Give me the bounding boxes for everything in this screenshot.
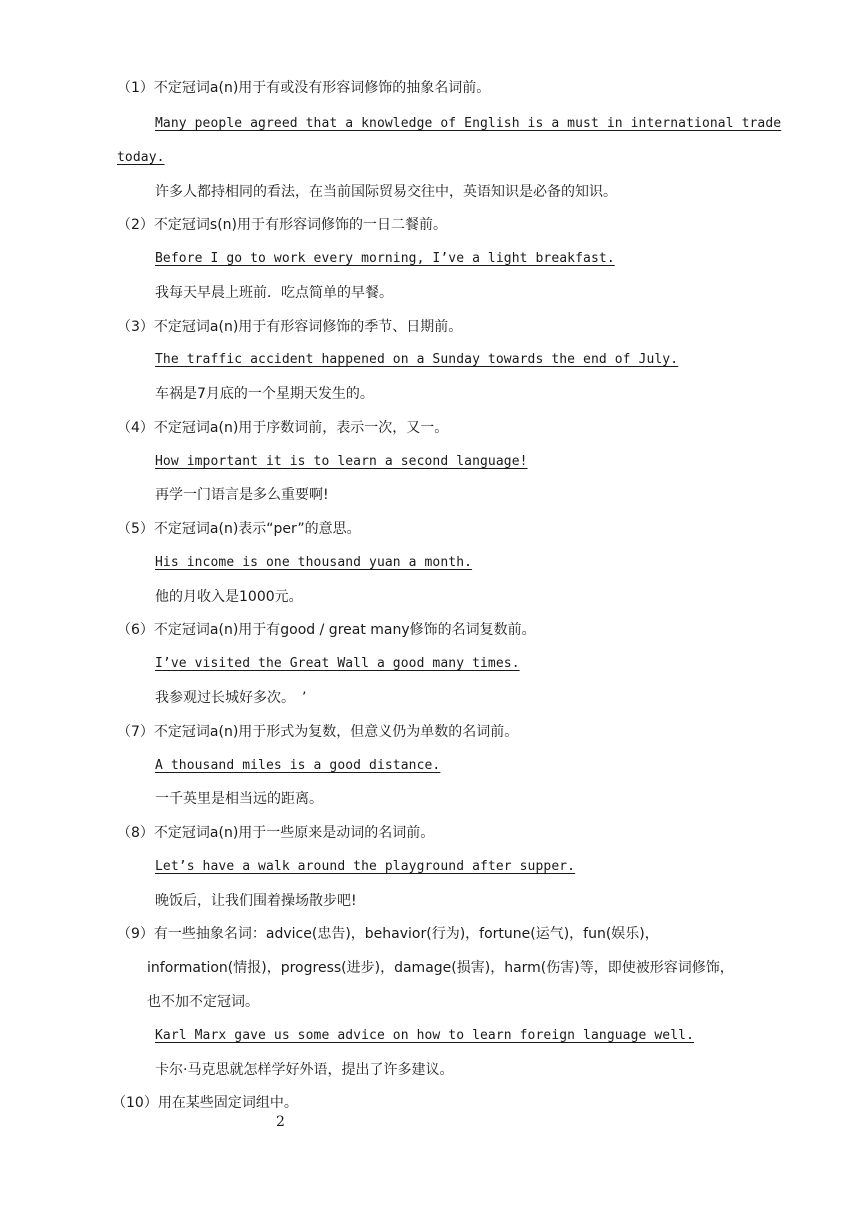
translation-8: 晚饭后，让我们围着操场散步吧! [155, 893, 357, 909]
example-sentence-7: A thousand miles is a good distance. [155, 758, 441, 773]
rule-heading-4: （4）不定冠词a(n)用于序数词前，表示一次，又一。 [117, 420, 449, 436]
rule-heading-3: （3）不定冠词a(n)用于有形容词修饰的季节、日期前。 [117, 319, 463, 335]
rule-heading-2: （2）不定冠词s(n)用于有形容词修饰的一日二餐前。 [117, 217, 447, 233]
page-number: 2 [276, 1114, 285, 1130]
example-sentence-2: Before I go to work every morning, I’ve a light breakfast. [155, 251, 615, 266]
rule-heading-9-line-3: 也不加不定冠词。 [147, 994, 259, 1010]
example-sentence-9: Karl Marx gave us some advice on how to learn foreign language well. [155, 1028, 695, 1043]
translation-7: 一千英里是相当远的距离。 [155, 791, 323, 807]
rule-heading-8: （8）不定冠词a(n)用于一些原来是动词的名词前。 [117, 825, 435, 841]
rule-heading-6: （6）不定冠词a(n)用于有good / great many修饰的名词复数前。 [117, 622, 536, 638]
rule-heading-10: （10）用在某些固定词组中。 [112, 1095, 298, 1111]
rule-heading-5: （5）不定冠词a(n)表示“per”的意思。 [117, 521, 361, 537]
translation-9: 卡尔·马克思就怎样学好外语，提出了许多建议。 [155, 1062, 454, 1078]
example-sentence-5: His income is one thousand yuan a month. [155, 555, 473, 570]
example-sentence-1-line-1: Many people agreed that a knowledge of English is a must in international trade [155, 116, 782, 131]
example-sentence-8: Let’s have a walk around the playground after supper. [155, 859, 576, 874]
translation-3: 车祸是7月底的一个星期天发生的。 [155, 386, 374, 402]
example-sentence-6: I’ve visited the Great Wall a good many times. [155, 656, 520, 671]
rule-heading-7: （7）不定冠词a(n)用于形式为复数，但意义仍为单数的名词前。 [117, 724, 519, 740]
translation-5: 他的月收入是1000元。 [155, 589, 303, 605]
example-sentence-3: The traffic accident happened on a Sunday towards the end of July. [155, 352, 679, 367]
translation-4: 再学一门语言是多么重要啊! [155, 487, 329, 503]
translation-2: 我每天早晨上班前．吃点简单的早餐。 [155, 285, 393, 301]
example-sentence-4: How important it is to learn a second language! [155, 454, 528, 469]
translation-6: 我参观过长城好多次。 ’ [155, 690, 307, 706]
translation-1: 许多人都持相同的看法，在当前国际贸易交往中，英语知识是必备的知识。 [155, 184, 617, 200]
rule-heading-9-line-1: （9）有一些抽象名词：advice(忠告)，behavior(行为)，fortune(运气)，fun(娱乐)， [117, 926, 659, 942]
example-sentence-1-line-2: today. [117, 150, 165, 165]
rule-heading-9-line-2: information(情报)，progress(进步)，damage(损害)，harm(伤害)等，即使被形容词修饰， [147, 960, 734, 976]
rule-heading-1: （1）不定冠词a(n)用于有或没有形容词修饰的抽象名词前。 [117, 80, 491, 96]
